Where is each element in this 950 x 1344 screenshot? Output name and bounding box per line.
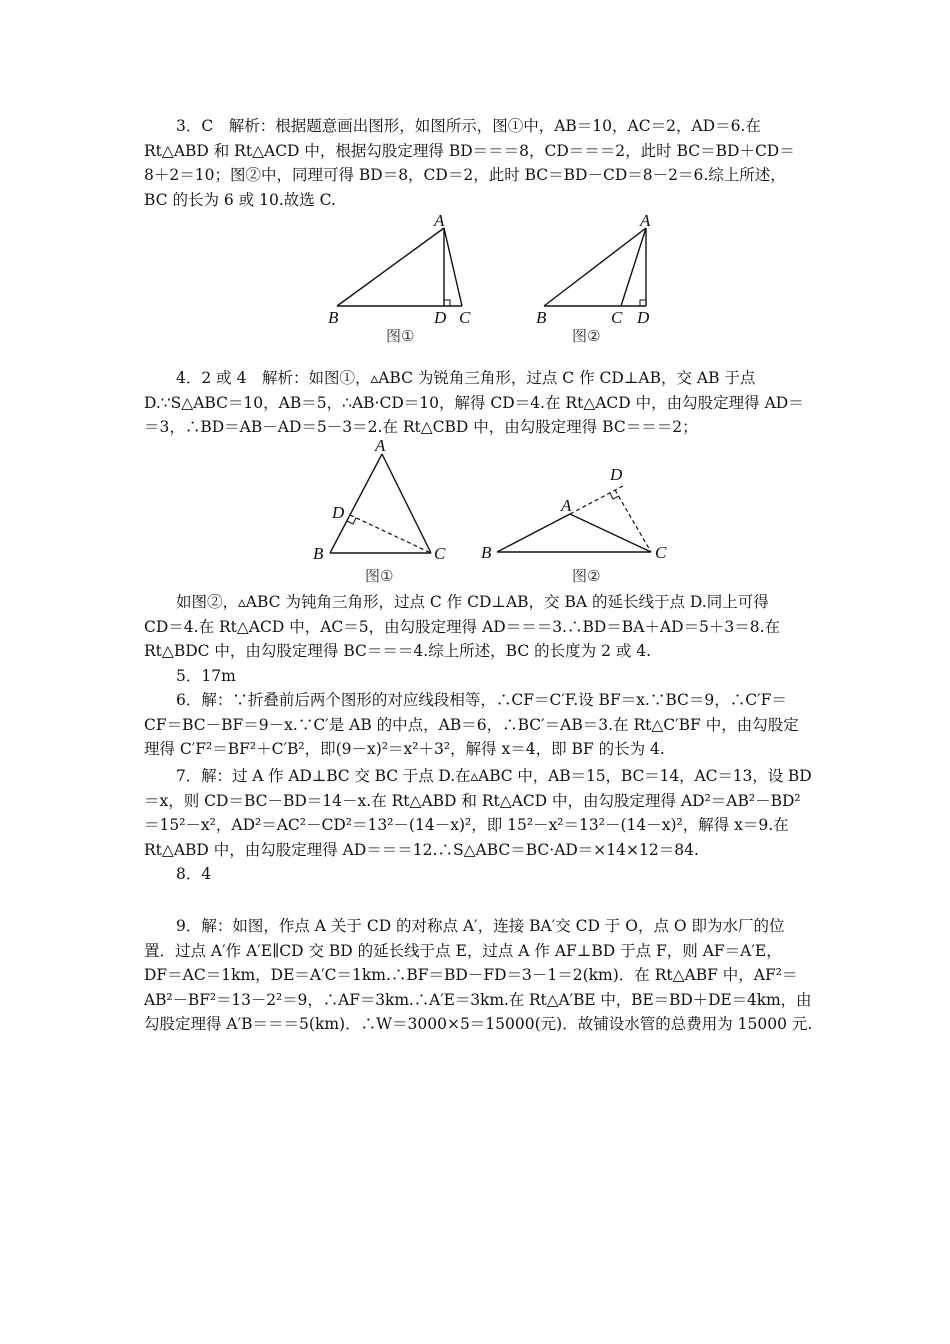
label-a: A — [434, 211, 445, 230]
segment-cd-dashed — [615, 490, 651, 552]
solution-6 — [144, 688, 814, 762]
text-line: ＝15²－x²，AD²＝AC²－CD²＝13²－(14－x)²，即 15²－x²＝13²－(14－x)²，解得 x＝9.在 — [144, 816, 789, 834]
label-d: D — [332, 503, 345, 522]
label-d: D — [434, 308, 447, 327]
text-line: 理得 C′F²＝BF²＋C′B²，即(9－x)²＝x²＋3²，解得 x＝4，即 BF 的长为 4. — [144, 740, 665, 758]
figure-caption: 图① — [365, 567, 394, 585]
text-line: 9．解：如图，作点 A 关于 CD 的对称点 A′，连接 BA′交 CD 于 O，点 O 即为水厂的位 — [176, 917, 785, 935]
text-line: 如图②，▵ABC 为钝角三角形，过点 C 作 CD⊥AB，交 BA 的延长线于点 D.同上可得 — [176, 593, 769, 611]
figure-3-1 — [320, 210, 480, 350]
label-c: C — [434, 544, 446, 563]
figure-caption: 图② — [572, 567, 601, 585]
text-line: Rt△ABD 中，由勾股定理得 AD＝＝＝12.∴S△ABC＝BC·AD＝×14×12＝84. — [144, 840, 699, 859]
text-line: 7．解：过 A 作 AD⊥BC 交 BC 于点 D.在▵ABC 中，AB＝15，BC＝14，AC＝13，设 BD — [176, 767, 812, 785]
solution-3 — [144, 114, 814, 212]
label-b: B — [328, 308, 339, 327]
text-line: DF＝AC＝1km，DE＝A′C＝1km.∴BF＝BD－FD＝3－1＝2(km)．在 Rt△ABF 中，AF²＝ — [144, 966, 798, 984]
text-line: 8．4 — [176, 865, 212, 883]
segment-ac — [621, 228, 646, 306]
segment-ac — [444, 228, 462, 306]
label-d: D — [637, 308, 650, 327]
solution-4-part-2 — [144, 590, 814, 664]
text-line: Rt△ABD 和 Rt△ACD 中，根据勾股定理得 BD＝＝＝8，CD＝＝＝2，此时 BC＝BD＋CD＝ — [144, 141, 795, 160]
segment-ab — [337, 228, 444, 306]
right-angle-mark — [444, 300, 450, 306]
solution-4-part-1 — [144, 366, 814, 440]
figure-3-2 — [530, 210, 670, 350]
solution-7 — [144, 764, 814, 862]
text-line: D.∵S△ABC＝10，AB＝5，∴AB·CD＝10，解得 CD＝4.在 Rt△ACD 中，由勾股定理得 AD＝ — [144, 393, 804, 412]
figure-caption: 图② — [572, 327, 601, 345]
text-line: 6．解：∵折叠前后两个图形的对应线段相等，∴CF＝C′F.设 BF＝x.∵BC＝9，∴C′F＝ — [176, 691, 787, 709]
segment-ac — [382, 454, 431, 553]
solution-5 — [144, 664, 814, 689]
figure-4-2 — [475, 462, 680, 592]
text-line: 置．过点 A′作 A′E∥CD 交 BD 的延长线于点 E，过点 A 作 AF⊥BD 于点 F，则 AF＝A′E， — [144, 941, 782, 960]
text-line: ＝x，则 CD＝BC－BD＝14－x.在 Rt△ABD 和 Rt△ACD 中，由勾股定理得 AD²＝AB²－BD² — [144, 791, 801, 810]
text-line: 3．C 解析：根据题意画出图形，如图所示，图①中，AB＝10，AC＝2，AD＝6.在 — [176, 117, 761, 135]
label-c: C — [655, 543, 667, 562]
solution-8 — [144, 862, 814, 887]
text-line: Rt△BDC 中，由勾股定理得 BC＝＝＝4.综上所述，BC 的长度为 2 或 4. — [144, 642, 652, 660]
text-line: BC 的长为 6 或 10.故选 C. — [144, 190, 336, 209]
label-c: C — [459, 308, 471, 327]
right-angle-mark — [640, 300, 646, 306]
segment-cd-dashed — [350, 515, 431, 553]
text-line: CD＝4.在 Rt△ACD 中，AC＝5，由勾股定理得 AD＝＝＝3.∴BD＝BA＋AD＝5＋3＝8.在 — [144, 617, 781, 636]
text-line: 4．2 或 4 解析：如图①，▵ABC 为锐角三角形，过点 C 作 CD⊥AB，交 AB 于点 — [176, 369, 756, 387]
segment-ab — [497, 514, 570, 552]
label-a: A — [561, 496, 572, 515]
label-d: D — [610, 465, 623, 484]
text-line: 5．17m — [176, 667, 236, 685]
figure-4-1 — [305, 436, 465, 591]
right-angle-mark — [610, 493, 619, 499]
text-line: 勾股定理得 A′B＝＝＝5(km)．∴W＝3000×5＝15000(元)．故铺设水管的总费用为 15000 元. — [144, 1015, 813, 1033]
text-line: AB²－BF²＝13－2²＝9，∴AF＝3km.∴A′E＝3km.在 Rt△A′BE 中，BE＝BD＋DE＝4km，由 — [144, 990, 812, 1009]
segment-ac — [570, 514, 651, 552]
text-line: CF＝BC－BF＝9－x.∵C′是 AB 的中点，AB＝6，∴BC′＝AB＝3.在 Rt△C′BF 中，由勾股定 — [144, 715, 799, 734]
solution-9 — [144, 914, 814, 1037]
label-b: B — [313, 544, 324, 563]
figure-caption: 图① — [386, 327, 415, 345]
segment-ab — [544, 228, 646, 306]
label-c: C — [611, 308, 623, 327]
text-line: ＝3，∴BD＝AB－AD＝5－3＝2.在 Rt△CBD 中，由勾股定理得 BC＝＝＝2； — [144, 418, 698, 436]
label-b: B — [536, 308, 547, 327]
label-a: A — [375, 436, 386, 455]
label-b: B — [481, 543, 492, 562]
label-a: A — [640, 211, 651, 230]
text-line: 8＋2＝10；图②中，同理可得 BD＝8，CD＝2，此时 BC＝BD－CD＝8－2＝6.综上所述， — [144, 166, 786, 184]
